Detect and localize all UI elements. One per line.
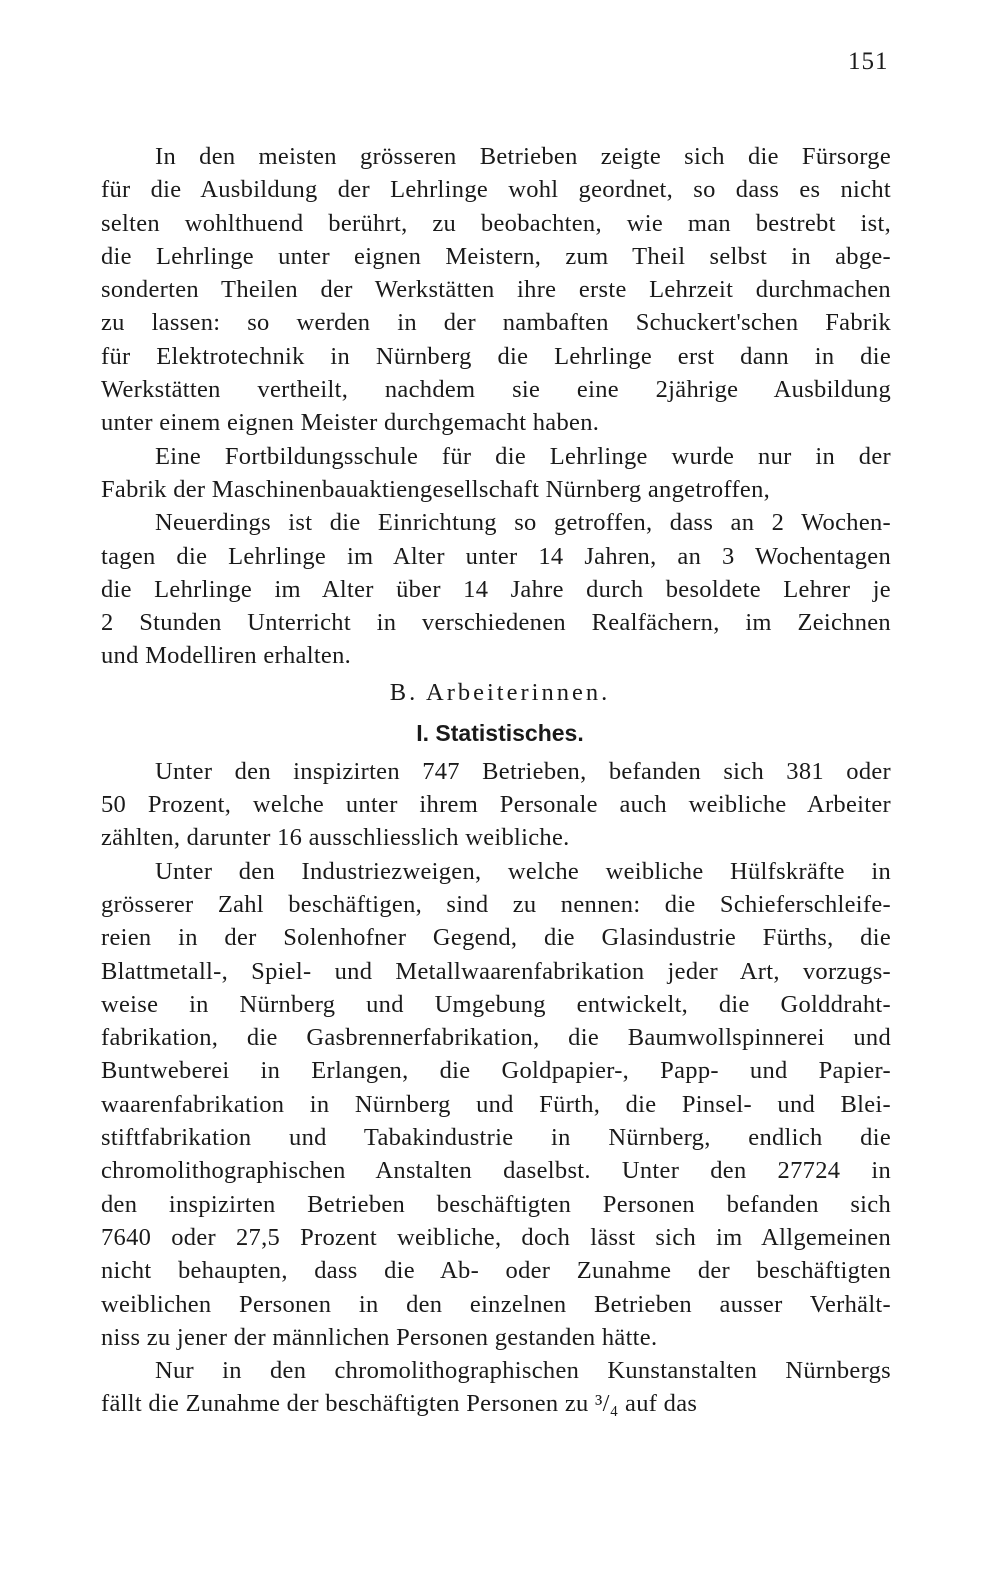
text-line: Buntweberei in Erlangen, die Goldpapier-, Papp- und Papier- <box>101 1057 891 1085</box>
text-line: fällt die Zunahme der beschäftigten Personen zu ³/₄ auf das <box>101 1390 698 1418</box>
subsection-heading-1: I. Statistisches. <box>416 719 584 746</box>
text-line: stiftfabrikation und Tabakindustrie in Nürnberg, endlich die <box>101 1124 891 1152</box>
text-line: unter einem eignen Meister durchgemacht haben. <box>101 409 600 437</box>
section-heading-b: B. Arbeiterinnen. <box>389 678 611 706</box>
paragraph <box>101 140 891 440</box>
text-line: für Elektrotechnik in Nürnberg die Lehrlinge erst dann in die <box>101 342 891 370</box>
text-line: 7640 oder 27,5 Prozent weibliche, doch lässt sich im Allgemeinen <box>101 1223 891 1251</box>
text-line: die Lehrlinge unter eignen Meistern, zum Theil selbst in abge- <box>101 242 891 270</box>
text-line: weise in Nürnberg und Umgebung entwickelt, die Golddraht- <box>101 990 891 1018</box>
text-line: sonderten Theilen der Werkstätten ihre erste Lehrzeit durchmachen <box>101 276 891 304</box>
text-line: Werkstätten vertheilt, nachdem sie eine 2jährige Ausbildung <box>101 376 891 404</box>
text-line: Nur in den chromolithographischen Kunstanstalten Nürnbergs <box>155 1357 891 1385</box>
text-line: Fabrik der Maschinenbauaktiengesellschaft Nürnberg angetroffen, <box>101 475 771 503</box>
text-line: den inspizirten Betrieben beschäftigten Personen befanden sich <box>101 1190 891 1218</box>
text-line: niss zu jener der männlichen Personen gestanden hätte. <box>101 1323 658 1351</box>
paragraph <box>101 506 891 672</box>
text-line: grösserer Zahl beschäftigen, sind zu nennen: die Schieferschleife- <box>101 890 891 918</box>
text-line: In den meisten grösseren Betrieben zeigte sich die Fürsorge <box>155 143 891 170</box>
paragraph <box>101 855 891 1354</box>
paragraph <box>101 755 891 855</box>
paragraph <box>101 440 891 507</box>
text-line: nicht behaupten, dass die Ab- oder Zunahme der beschäftigten <box>101 1257 891 1285</box>
text-line: waarenfabrikation in Nürnberg und Fürth, die Pinsel- und Blei- <box>101 1090 891 1118</box>
text-line: reien in der Solenhofner Gegend, die Glasindustrie Fürths, die <box>101 924 891 952</box>
text-line: tagen die Lehrlinge im Alter unter 14 Jahren, an 3 Wochentagen <box>101 542 891 570</box>
text-line: 50 Prozent, welche unter ihrem Personale auch weibliche Arbeiter <box>101 791 891 819</box>
text-line: zu lassen: so werden in der nambaften Schuckert'schen Fabrik <box>101 309 891 337</box>
text-line: Unter den inspizirten 747 Betrieben, befanden sich 381 oder <box>155 757 891 785</box>
text-line: fabrikation, die Gasbrennerfabrikation, die Baumwollspinnerei und <box>101 1024 891 1052</box>
text-line: für die Ausbildung der Lehrlinge wohl geordnet, so dass es nicht <box>101 176 891 204</box>
text-line: Eine Fortbildungsschule für die Lehrlinge wurde nur in der <box>155 442 891 470</box>
paragraph <box>101 1354 891 1421</box>
body-text <box>101 140 891 1421</box>
text-line: zählten, darunter 16 ausschliesslich weibliche. <box>101 824 570 852</box>
text-line: und Modelliren erhalten. <box>101 642 352 670</box>
text-line: Neuerdings ist die Einrichtung so getroffen, dass an 2 Wochen- <box>155 509 891 537</box>
lower-paragraphs <box>101 755 891 1421</box>
text-line: Unter den Industriezweigen, welche weibliche Hülfskräfte in <box>155 857 891 885</box>
text-line: selten wohlthuend berührt, zu beobachten, wie man bestrebt ist, <box>101 209 891 237</box>
text-line: 2 Stunden Unterricht in verschiedenen Realfächern, im Zeichnen <box>101 609 891 637</box>
upper-paragraphs <box>101 140 891 673</box>
text-line: Blattmetall-, Spiel- und Metallwaarenfabrikation jeder Art, vorzugs- <box>101 957 891 985</box>
text-line: die Lehrlinge im Alter über 14 Jahre durch besoldete Lehrer je <box>101 575 891 603</box>
text-line: weiblichen Personen in den einzelnen Betrieben ausser Verhält- <box>101 1290 891 1318</box>
text-line: chromolithographischen Anstalten daselbst. Unter den 27724 in <box>101 1157 891 1185</box>
page-number: 151 <box>848 48 889 75</box>
